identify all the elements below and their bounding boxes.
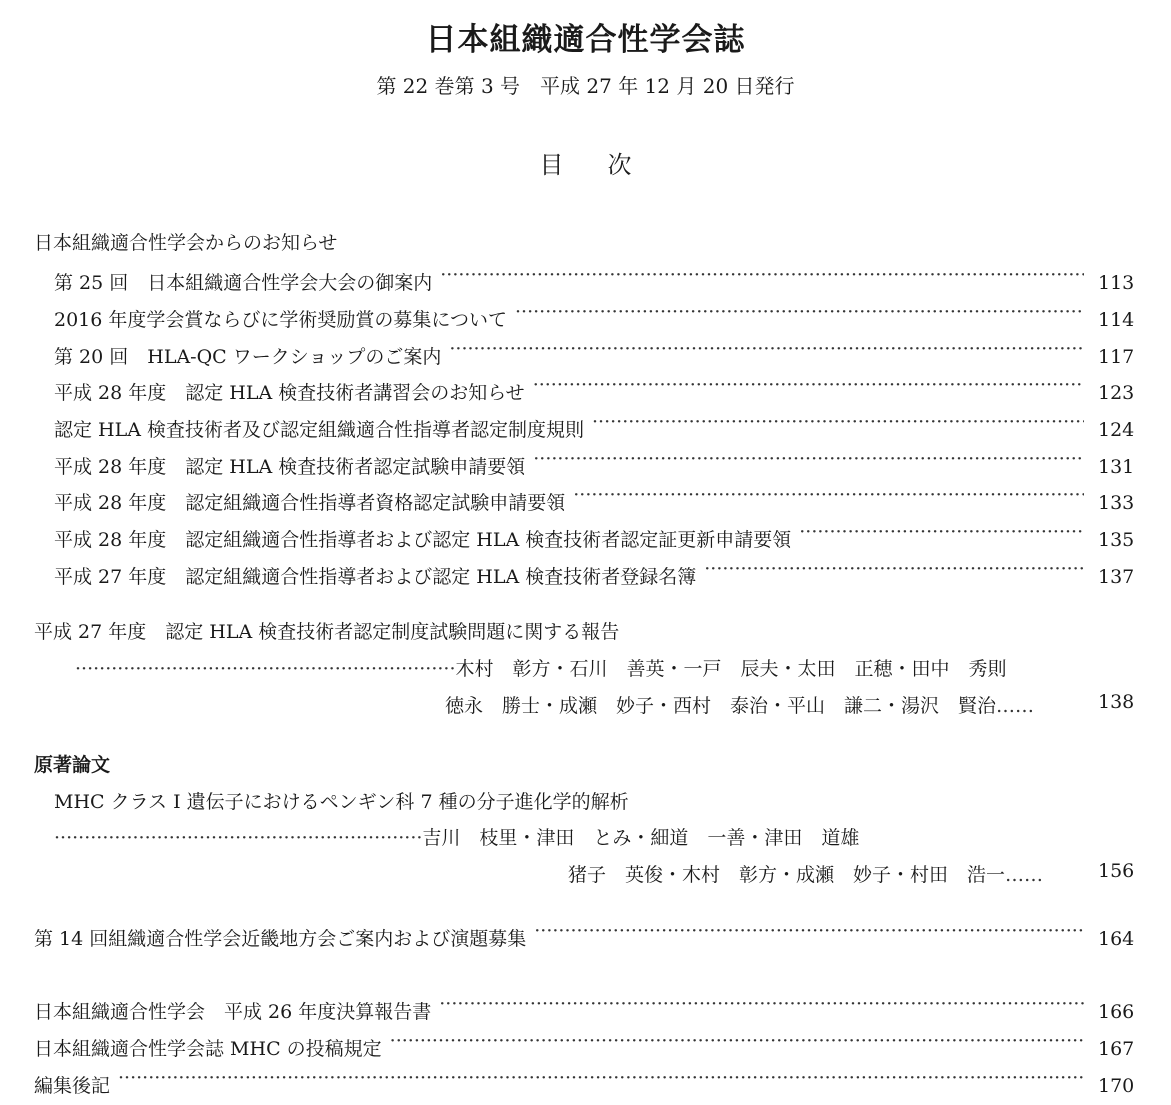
- toc-entry[interactable]: [34, 993, 1135, 1024]
- toc-entry-title: 平成 27 年度 認定組織適合性指導者および認定 HLA 検査技術者登録名簿: [54, 565, 697, 588]
- dot-leader: ……: [996, 695, 1035, 717]
- toc-entry-page: 135: [1098, 528, 1135, 551]
- dot-leader: [440, 264, 1084, 289]
- toc-entry-page: 170: [1098, 1074, 1135, 1097]
- toc-entry[interactable]: [54, 301, 1135, 332]
- dot-leader: [515, 301, 1084, 326]
- paper-authors-line2: [568, 860, 1043, 887]
- toc-entry[interactable]: [54, 338, 1135, 369]
- toc-entry-page: 124: [1098, 418, 1135, 441]
- dot-leader: [534, 920, 1084, 945]
- dot-leader: [390, 1030, 1084, 1055]
- toc-entry-page: 131: [1098, 455, 1135, 478]
- dot-leader: [533, 448, 1084, 473]
- toc-entry-title: 認定 HLA 検査技術者及び認定組織適合性指導者認定制度規則: [54, 418, 584, 441]
- dot-leader: ·····························································: [54, 827, 423, 849]
- dot-leader: [799, 521, 1084, 546]
- toc-entry[interactable]: [34, 1030, 1135, 1061]
- toc-entry-page: 167: [1098, 1037, 1135, 1060]
- toc-entry[interactable]: [54, 521, 1135, 552]
- report-authors: 徳永 勝士・成瀬 妙子・西村 泰治・平山 謙二・湯沢 賢治: [445, 695, 997, 717]
- toc-entry[interactable]: [54, 374, 1135, 405]
- dot-leader: [592, 411, 1084, 436]
- section-heading-original-papers: 原著論文: [34, 754, 111, 776]
- toc-entry-title: 平成 28 年度 認定組織適合性指導者資格認定試験申請要領: [54, 491, 566, 514]
- toc-entry[interactable]: [34, 1067, 1135, 1098]
- toc-entry-page: 166: [1098, 1000, 1135, 1023]
- toc-entry[interactable]: [54, 448, 1135, 479]
- section-heading-announcements: 日本組織適合性学会からのお知らせ: [34, 232, 338, 254]
- toc-entry-title: 第 20 回 HLA-QC ワークショップのご案内: [54, 345, 442, 368]
- toc-entry-title: 2016 年度学会賞ならびに学術奨励賞の募集について: [54, 308, 508, 331]
- toc-entry-page: 137: [1098, 565, 1135, 588]
- dot-leader: [439, 993, 1084, 1018]
- dot-leader: ·······························································: [75, 658, 456, 680]
- issue-info: 第 22 巻第 3 号 平成 27 年 12 月 20 日発行: [376, 74, 795, 98]
- dot-leader: [704, 558, 1084, 583]
- toc-entry[interactable]: [54, 484, 1135, 515]
- toc-entry-title: 日本組織適合性学会 平成 26 年度決算報告書: [34, 1000, 432, 1023]
- toc-entry-title: 平成 28 年度 認定 HLA 検査技術者認定試験申請要領: [54, 455, 526, 478]
- toc-entry-title: 第 14 回組織適合性学会近畿地方会ご案内および演題募集: [34, 927, 527, 950]
- report-authors: 木村 彰方・石川 善英・一戸 辰夫・太田 正穂・田中 秀則: [455, 658, 1007, 680]
- toc-entry[interactable]: [34, 920, 1135, 951]
- toc-entry-page: 133: [1098, 491, 1135, 514]
- toc-entry-title: 編集後記: [34, 1074, 111, 1097]
- paper-page: 156: [1098, 860, 1135, 882]
- toc-entry[interactable]: [54, 411, 1135, 442]
- toc-entry-page: 123: [1098, 381, 1135, 404]
- toc-entry-title: 平成 28 年度 認定組織適合性指導者および認定 HLA 検査技術者認定証更新申請要領: [54, 528, 792, 551]
- journal-title: 日本組織適合性学会誌: [425, 22, 746, 58]
- dot-leader: [573, 484, 1084, 509]
- toc-entry[interactable]: [54, 558, 1135, 589]
- toc-entry-page: 164: [1098, 927, 1135, 950]
- report-title[interactable]: 平成 27 年度 認定 HLA 検査技術者認定制度試験問題に関する報告: [34, 621, 620, 643]
- dot-leader: ……: [1005, 864, 1044, 886]
- toc-entry-title: 日本組織適合性学会誌 MHC の投稿規定: [34, 1037, 382, 1060]
- paper-authors-line1: [54, 823, 859, 850]
- toc-entry-page: 114: [1098, 308, 1135, 331]
- toc-entry-title: 第 25 回 日本組織適合性学会大会の御案内: [54, 271, 433, 294]
- dot-leader: [533, 374, 1084, 399]
- report-authors-line1: [75, 654, 1007, 681]
- toc-entry[interactable]: [54, 264, 1135, 295]
- report-page: 138: [1098, 691, 1135, 713]
- toc-entry-page: 117: [1098, 345, 1135, 368]
- paper-title[interactable]: MHC クラス I 遺伝子におけるペンギン科 7 種の分子進化学的解析: [54, 791, 629, 813]
- toc-entry-title: 平成 28 年度 認定 HLA 検査技術者講習会のお知らせ: [54, 381, 525, 404]
- toc-entry-page: 113: [1098, 271, 1135, 294]
- report-authors-line2: [445, 691, 1034, 718]
- dot-leader: [118, 1067, 1084, 1092]
- paper-authors: 猪子 英俊・木村 彰方・成瀬 妙子・村田 浩一: [568, 864, 1006, 886]
- toc-heading: 目次: [539, 151, 676, 179]
- paper-authors: 吉川 枝里・津田 とみ・細道 一善・津田 道雄: [422, 827, 860, 849]
- dot-leader: [449, 338, 1084, 363]
